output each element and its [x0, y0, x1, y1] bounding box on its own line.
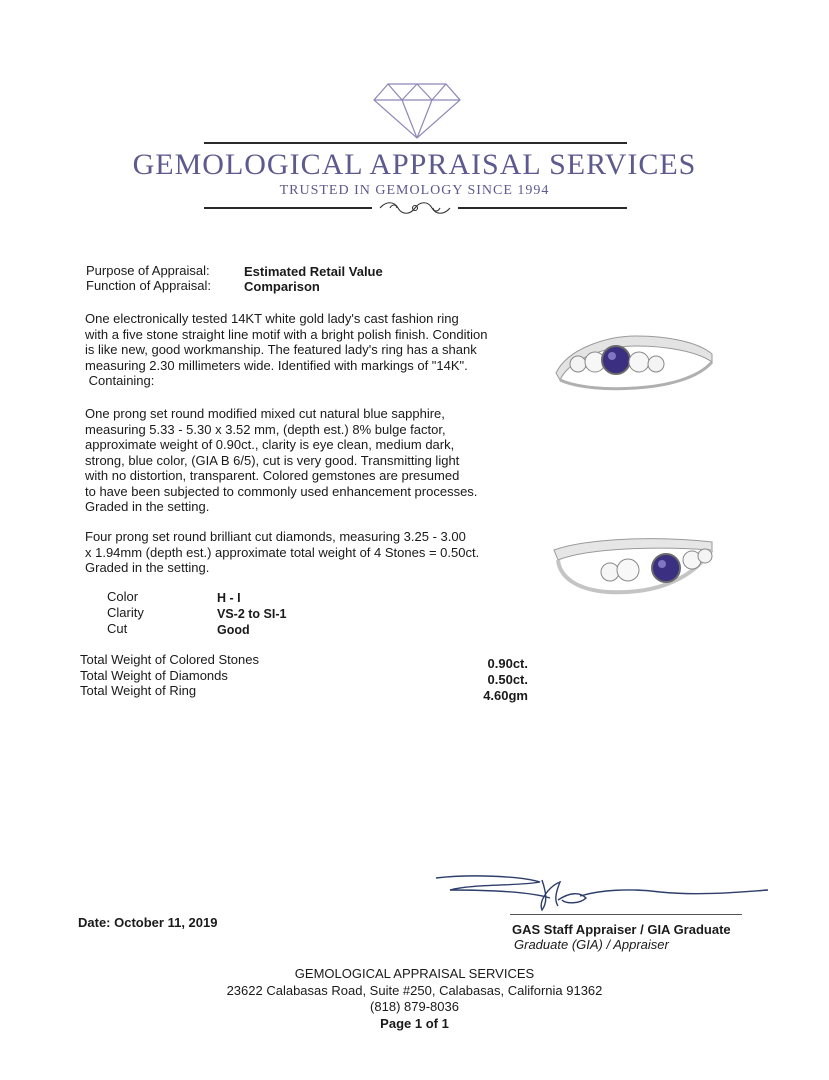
sapphire-description-line: Graded in the setting.	[85, 499, 210, 514]
sapphire-description-line: to have been subjected to commonly used enhancement processes.	[85, 483, 478, 499]
appraisal-date: Date: October 11, 2019	[78, 915, 218, 930]
diamond-description-line: Graded in the setting.	[85, 560, 210, 575]
total-diamonds-label: Total Weight of Diamonds	[80, 668, 228, 683]
appraiser-title: GAS Staff Appraiser / GIA Graduate	[512, 922, 731, 937]
purpose-label: Purpose of Appraisal:	[86, 263, 210, 278]
sapphire-description-line: measuring 5.33 - 5.30 x 3.52 mm, (depth est.) 8% bulge factor,	[85, 421, 446, 437]
diamond-description	[85, 529, 479, 576]
ring-description-line: One electronically tested 14KT white gold lady's cast fashion ring	[85, 311, 459, 326]
handwritten-signature	[430, 872, 770, 917]
ring-description	[85, 311, 487, 389]
cut-grade-value: Good	[217, 623, 250, 637]
color-grade-value: H - I	[217, 591, 241, 605]
diamond-logo-icon	[372, 82, 462, 140]
appraiser-subtitle: Graduate (GIA) / Appraiser	[514, 937, 669, 952]
sapphire-description-line: with no distortion, transparent. Colored gemstones are presumed	[85, 468, 460, 483]
sapphire-description-line: strong, blue color, (GIA B 6/5), cut is very good. Transmitting light	[85, 452, 460, 468]
header-top-rule	[204, 142, 627, 144]
sapphire-description-line: One prong set round modified mixed cut natural blue sapphire,	[85, 406, 445, 421]
footer-phone: (818) 879-8036	[370, 999, 459, 1014]
flourish-ornament-icon	[370, 199, 460, 217]
total-colored-stones-value: 0.90ct.	[487, 656, 528, 671]
header-bottom-rule-right	[458, 207, 627, 209]
function-value: Comparison	[244, 279, 320, 294]
company-tagline: TRUSTED IN GEMOLOGY SINCE 1994	[279, 183, 550, 198]
ring-description-line: is like new, good workmanship. The featured lady's ring has a shank	[85, 342, 477, 357]
ring-description-line: with a five stone straight line motif with a bright polish finish. Condition	[85, 326, 488, 342]
clarity-grade-label: Clarity	[107, 605, 144, 620]
color-grade-label: Color	[107, 589, 139, 604]
total-ring-label: Total Weight of Ring	[80, 683, 197, 698]
diamond-description-line: Four prong set round brilliant cut diamonds, measuring 3.25 - 3.00	[85, 529, 466, 544]
ring-photo-top-view	[548, 318, 718, 408]
ring-description-line: measuring 2.30 millimeters wide. Identified with markings of "14K".	[85, 357, 468, 373]
sapphire-description	[85, 406, 477, 515]
clarity-grade-value: VS-2 to SI-1	[217, 607, 287, 621]
cut-grade-label: Cut	[107, 621, 128, 636]
total-diamonds-value: 0.50ct.	[487, 672, 528, 687]
page-number: Page 1 of 1	[380, 1016, 449, 1031]
ring-photo-angle-view	[548, 530, 718, 605]
footer-address: 23622 Calabasas Road, Suite #250, Calabasas, California 91362	[226, 983, 603, 998]
total-ring-value: 4.60gm	[483, 688, 528, 703]
function-label: Function of Appraisal:	[86, 278, 212, 293]
ring-description-line: Containing:	[85, 373, 155, 388]
footer-company: GEMOLOGICAL APPRAISAL SERVICES	[294, 966, 535, 981]
sapphire-description-line: approximate weight of 0.90ct., clarity is eye clean, medium dark,	[85, 437, 455, 452]
total-colored-stones-label: Total Weight of Colored Stones	[80, 652, 259, 667]
signature-line	[510, 914, 742, 915]
header-bottom-rule-left	[204, 207, 372, 209]
company-logo-text: GEMOLOGICAL APPRAISAL SERVICES	[132, 148, 697, 181]
purpose-value: Estimated Retail Value	[244, 264, 383, 279]
diamond-description-line: x 1.94mm (depth est.) approximate total weight of 4 Stones = 0.50ct.	[85, 544, 480, 560]
